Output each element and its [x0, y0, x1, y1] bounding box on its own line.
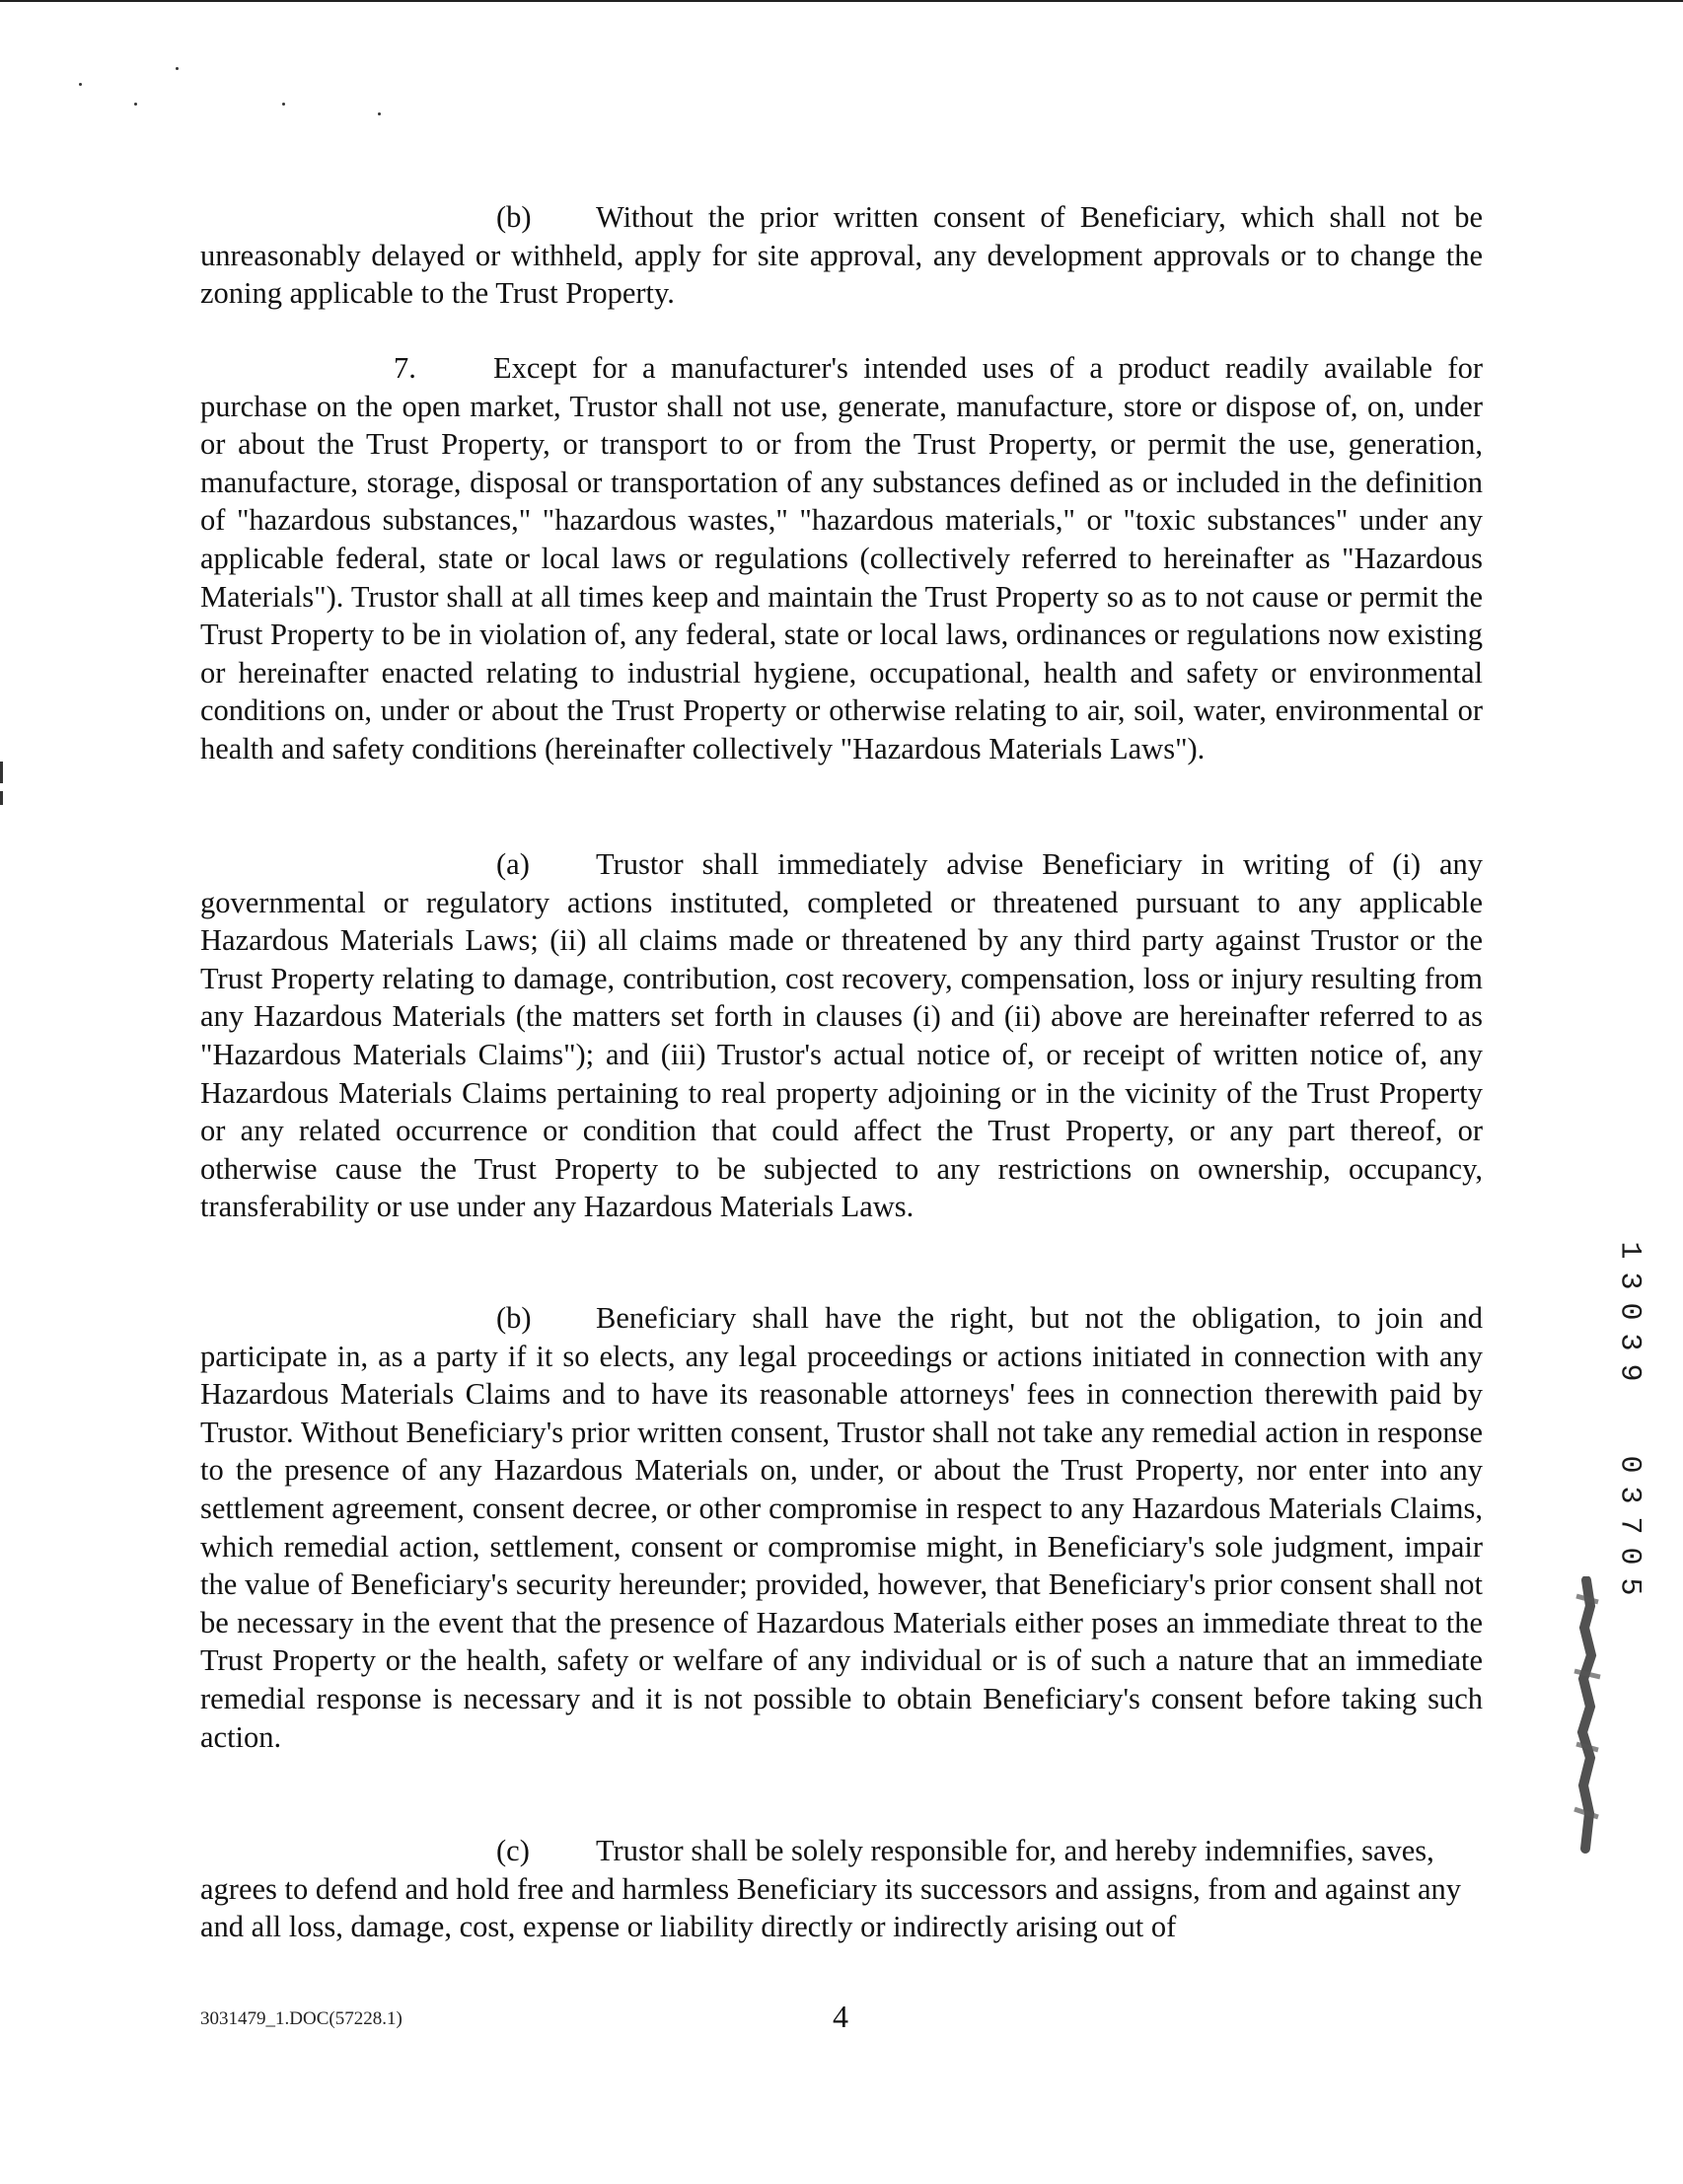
paragraph-label: 7. [394, 351, 416, 385]
recording-number [1604, 1235, 1653, 1602]
paragraph-label: (b) [496, 200, 532, 234]
paragraph-label: (a) [496, 847, 530, 881]
paragraph-text: Trustor shall immediately advise Beneficiary in writing of (i) any governmental or regulatory actions instituted, completed or threatened pursuant to any applicable Hazardous Materials Laws; (ii) all claims made or threatened by any third party against Trustor or the Trust Property relating to damage, contribution, cost recovery, compensation, loss or injury resulting from any Hazardous Materials (the matters set forth in clauses (i) and (ii) above are hereinafter referred to as "Hazardous Materials Claims"); and (iii) Trustor's actual notice of, or receipt of written notice of, any Hazardous Materials Claims pertaining to real property adjoining or in the vicinity of the Trust Property or any related occurrence or condition that could affect the Trust Property, or any part thereof, or otherwise cause the Trust Property to be subjected to any restrictions on ownership, occupancy, transferability or use under any Hazardous Materials Laws. [200, 847, 1483, 1224]
scan-edge-mark [0, 762, 3, 783]
recording-number-part-1: 1 3 0 3 9 [1612, 1241, 1646, 1382]
scan-top-edge [0, 0, 1683, 2]
paragraph-7c [200, 1832, 1483, 1946]
paragraph-7b [200, 1299, 1483, 1756]
paragraph-label: (c) [496, 1834, 530, 1867]
paragraph-7 [200, 349, 1483, 768]
recording-number-part-2: 0 3 7 0 5 [1612, 1455, 1646, 1596]
paragraph-7a [200, 845, 1483, 1226]
paragraph-text: Without the prior written consent of Beneficiary, which shall not be unreasonably delayed or withheld, apply for site approval, any development approvals or to change the zoning applicable to the Trust Property. [200, 200, 1483, 311]
paragraph-text: Trustor shall be solely responsible for, and hereby indemnifies, saves, agrees to defend and hold free and harmless Beneficiary its successors and assigns, from and against any and all loss, damage, cost, expense or liability directly or indirectly arising out of [200, 1834, 1462, 1944]
paragraph-label: (b) [496, 1301, 532, 1335]
margin-stamp-mark [1565, 1576, 1610, 1855]
paragraph-text: Except for a manufacturer's intended uses of a product readily available for purchase on the open market, Trustor shall not use, generate, manufacture, store or dispose of, on, under or about the Trust Property, or transport to or from the Trust Property, or permit the use, generation, manufacture, storage, disposal or transportation of any substances defined as or included in the definition of "hazardous substances," "hazardous wastes," "hazardous materials," or "toxic substances" under any applicable federal, state or local laws or regulations (collectively referred to hereinafter as "Hazardous Materials"). Trustor shall at all times keep and maintain the Trust Property so as to not cause or permit the Trust Property to be in violation of, any federal, state or local laws, ordinances or regulations now existing or hereinafter enacted relating to industrial hygiene, occupational, health and safety or environmental conditions on, under or about the Trust Property or otherwise relating to air, soil, water, environmental or health and safety conditions (hereinafter collectively "Hazardous Materials Laws"). [200, 351, 1483, 765]
document-reference: 3031479_1.DOC(57228.1) [200, 2008, 402, 2029]
scan-edge-mark [0, 791, 3, 805]
paragraph-text: Beneficiary shall have the right, but not the obligation, to join and participate in, as a party if it so elects, any legal proceedings or actions initiated in connection with any Hazardous Materials Claims and to have its reasonable attorneys' fees in connection therewith paid by Trustor. Without Beneficiary's prior written consent, Trustor shall not take any remedial action in response to the presence of any Hazardous Materials on, under, or about the Trust Property, nor enter into any settlement agreement, consent decree, or other compromise in respect to any Hazardous Materials Claims, which remedial action, settlement, consent or compromise might, in Beneficiary's sole judgment, impair the value of Beneficiary's security hereunder; provided, however, that Beneficiary's prior consent shall not be necessary in the event that the presence of Hazardous Materials either poses an immediate threat to the Trust Property or the health, safety or welfare of any individual or is of such a nature that an immediate remedial response is necessary and it is not possible to obtain Beneficiary's consent before taking such action. [200, 1301, 1483, 1754]
paragraph-6b [200, 198, 1483, 313]
page-number: 4 [833, 1999, 848, 2034]
